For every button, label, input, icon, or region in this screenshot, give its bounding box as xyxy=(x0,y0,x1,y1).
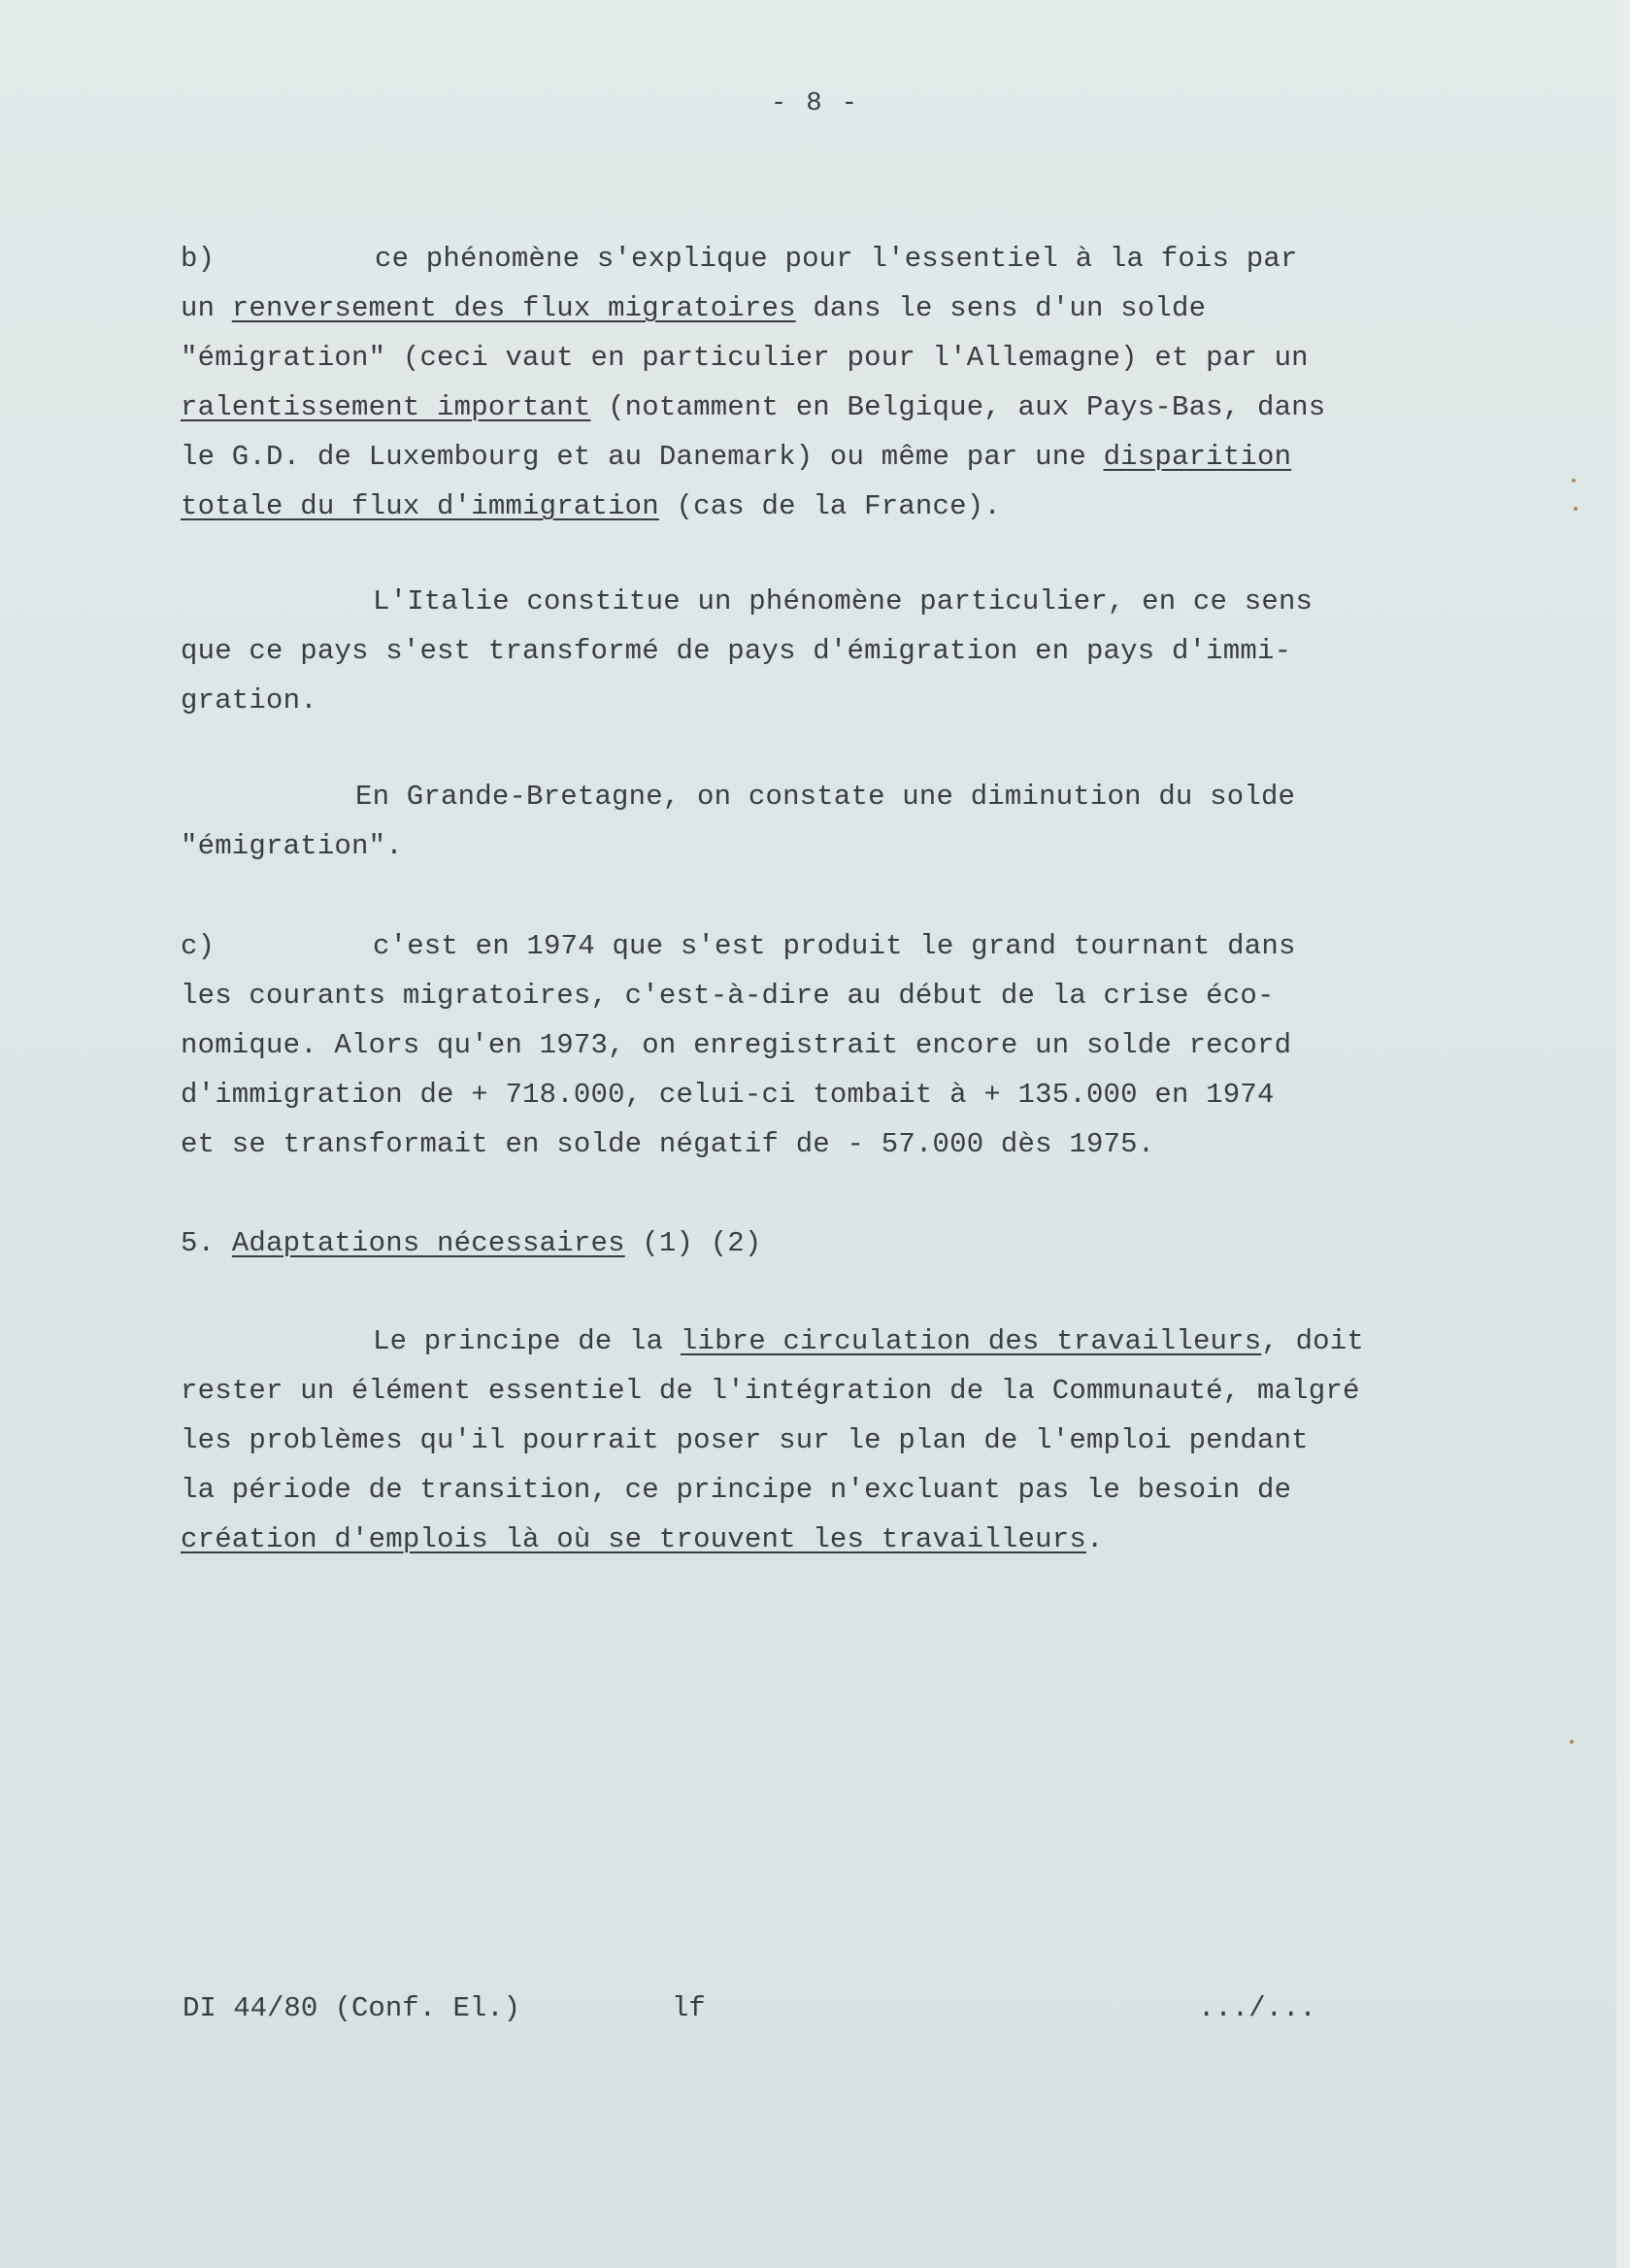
footer-reference: DI 44/80 (Conf. El.) xyxy=(183,1992,521,2024)
section-b-line xyxy=(181,441,1291,474)
section-c-line: d'immigration de + 718.000, celui-ci tombait à + 135.000 en 1974 xyxy=(181,1079,1275,1111)
final-paragraph-line xyxy=(181,1424,1309,1457)
page-number: - 8 - xyxy=(770,89,859,118)
final-paragraph-line xyxy=(373,1325,1364,1358)
italy-paragraph-line: gration. xyxy=(181,684,317,717)
section-b-line xyxy=(181,292,1206,325)
underlined-phrase: disparition xyxy=(1103,441,1292,473)
section-c-line: c'est en 1974 que s'est produit le grand tournant dans xyxy=(373,930,1296,962)
underlined-phrase: libre circulation des travailleurs xyxy=(680,1325,1262,1357)
final-paragraph-line xyxy=(181,1375,1360,1408)
heading-title: Adaptations nécessaires xyxy=(231,1227,625,1259)
page-edge xyxy=(1616,0,1630,2268)
section-b-line xyxy=(181,342,1309,375)
text-segment: , doit xyxy=(1261,1325,1364,1357)
text-segment: rester un élément essentiel de l'intégration de la Communauté, malgré xyxy=(181,1375,1360,1407)
section-c-line: et se transformait en solde négatif de - 57.000 dès 1975. xyxy=(181,1128,1155,1160)
text-segment: (cas de la France). xyxy=(658,490,1001,522)
text-segment: . xyxy=(1085,1523,1104,1555)
text-segment: "émigration" (ceci vaut en particulier pour l'Allemagne) et par un xyxy=(181,342,1309,374)
underlined-phrase: création d'emplois là où se trouvent les travailleurs xyxy=(181,1523,1086,1555)
section-heading xyxy=(181,1227,762,1260)
uk-paragraph-line: En Grande-Bretagne, on constate une diminution du solde xyxy=(355,781,1296,813)
heading-references: (1) (2) xyxy=(624,1227,762,1259)
paper-speck xyxy=(1572,479,1576,483)
section-b-line xyxy=(181,391,1325,424)
underlined-phrase: totale du flux d'immigration xyxy=(181,490,659,522)
text-segment: un xyxy=(181,292,232,324)
uk-paragraph-line: "émigration". xyxy=(181,830,403,862)
paper-speck xyxy=(1574,507,1578,511)
section-b-marker: b) xyxy=(181,243,216,275)
section-c-line: les courants migratoires, c'est-à-dire au début de la crise éco- xyxy=(181,980,1275,1012)
text-segment: le G.D. de Luxembourg et au Danemark) ou même par une xyxy=(181,441,1104,473)
underlined-phrase: ralentissement important xyxy=(181,391,591,423)
section-c-line: nomique. Alors qu'en 1973, on enregistrait encore un solde record xyxy=(181,1029,1292,1061)
section-b-line xyxy=(375,243,1298,276)
footer-initials: lf xyxy=(672,1992,706,2024)
text-segment: dans le sens d'un solde xyxy=(795,292,1207,324)
section-c-marker: c) xyxy=(181,930,216,962)
underlined-phrase: renversement des flux migratoires xyxy=(231,292,796,324)
section-b-line xyxy=(181,490,1001,523)
italy-paragraph-line: L'Italie constitue un phénomène particulier, en ce sens xyxy=(373,585,1314,617)
text-segment: Le principe de la xyxy=(373,1325,681,1357)
text-segment: la période de transition, ce principe n'excluant pas le besoin de xyxy=(181,1474,1292,1506)
text-segment: ce phénomène s'explique pour l'essentiel à la fois par xyxy=(375,243,1298,275)
text-segment: les problèmes qu'il pourrait poser sur le plan de l'emploi pendant xyxy=(181,1424,1309,1456)
italy-paragraph-line: que ce pays s'est transformé de pays d'émigration en pays d'immi- xyxy=(181,635,1292,667)
paper-speck xyxy=(1570,1740,1574,1744)
text-segment: (notamment en Belgique, aux Pays-Bas, dans xyxy=(590,391,1326,423)
final-paragraph-line xyxy=(181,1474,1291,1507)
heading-number: 5. xyxy=(181,1227,232,1259)
footer-continuation: .../... xyxy=(1198,1992,1316,2024)
final-paragraph-line xyxy=(181,1523,1104,1556)
